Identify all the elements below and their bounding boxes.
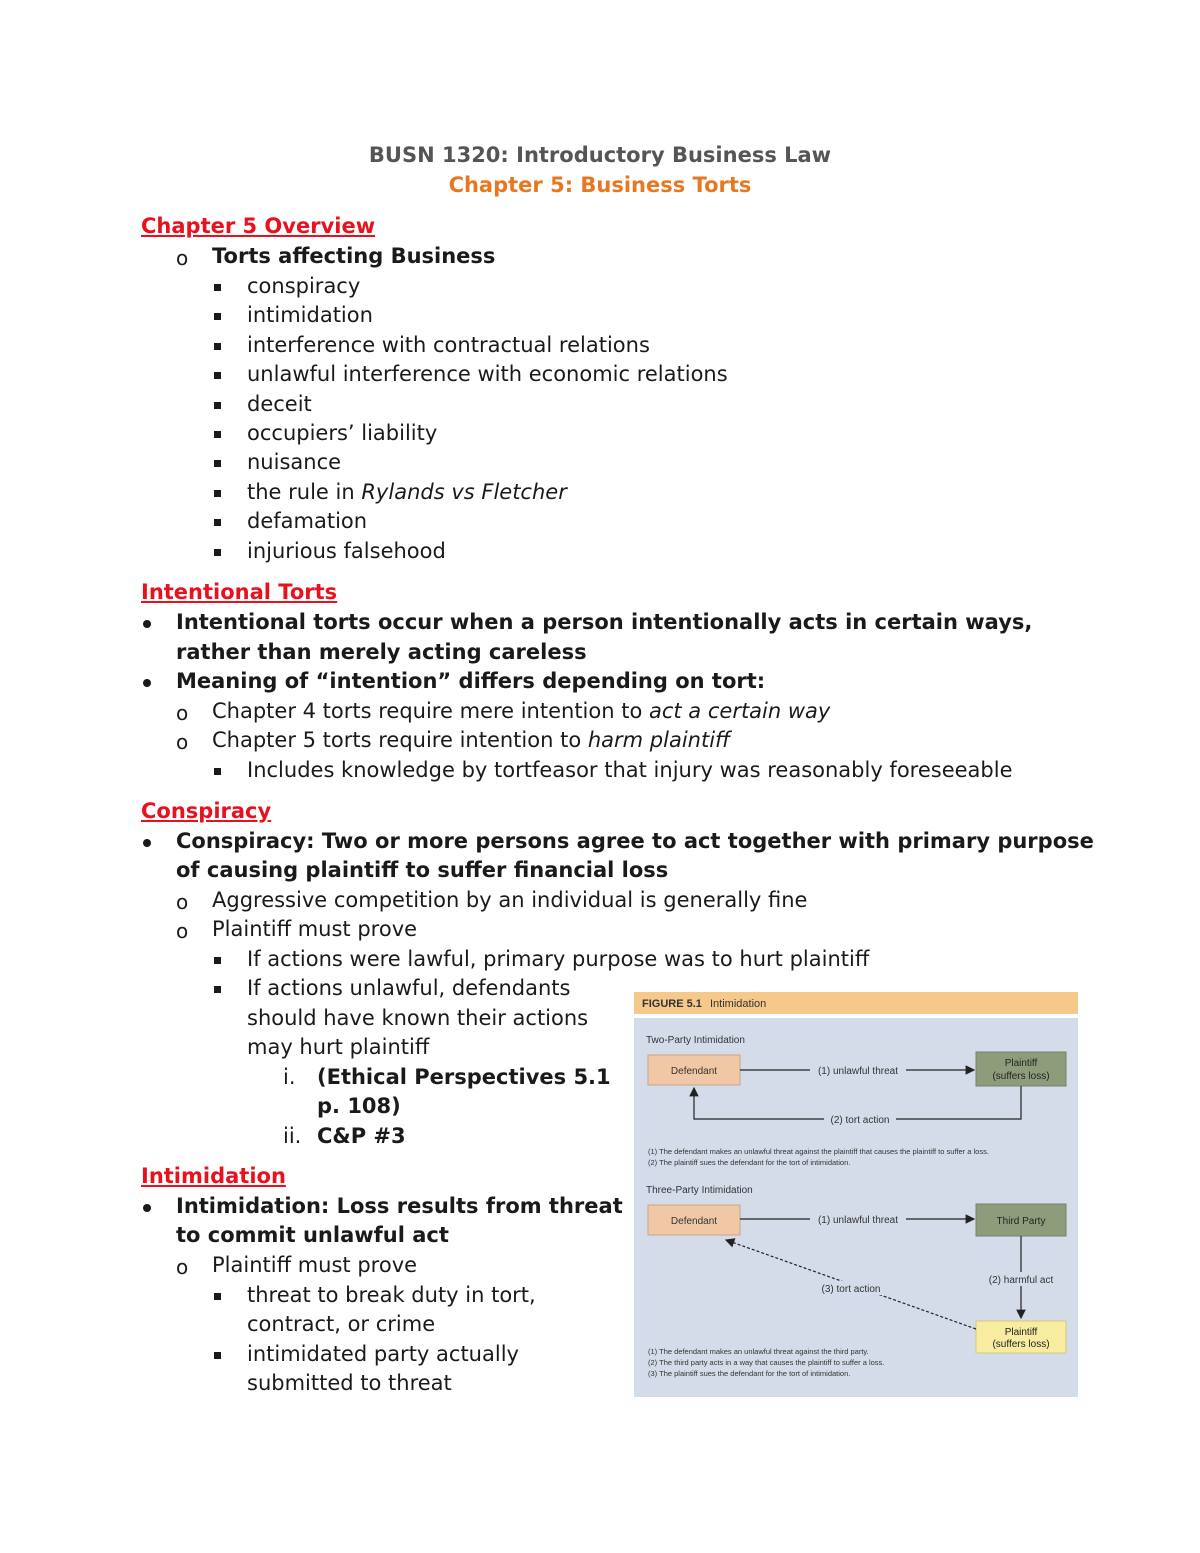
three-party-title: Three-Party Intimidation [646, 1185, 753, 1196]
overview-item: injurious falsehood [247, 539, 446, 563]
figure-label: FIGURE 5.1 [642, 998, 702, 1010]
course-title: BUSN 1320: Introductory Business Law [368, 143, 832, 167]
overview-item: deceit [247, 392, 312, 416]
overview-item: conspiracy [247, 274, 361, 298]
conspiracy-definition: Conspiracy: Two or more persons agree to act together with primary purpose [176, 829, 1094, 853]
intimidation-definition-cont: to commit unlawful act [176, 1223, 449, 1247]
intentional-point-2: Meaning of “intention” differs depending on tort: [176, 669, 766, 693]
square-bullet-icon [214, 519, 221, 526]
two-party-title: Two-Party Intimidation [646, 1035, 745, 1046]
square-bullet-icon [214, 1352, 221, 1359]
conspiracy-heading: Conspiracy [141, 799, 272, 823]
three-party-action-label: (3) tort action [821, 1284, 881, 1295]
overview-item: intimidation [247, 303, 373, 327]
intentional-sub-2: Chapter 5 torts require intention to harm plaintiff [212, 728, 731, 752]
harmful-act-label: (2) harmful act [988, 1275, 1054, 1286]
intimidation-heading: Intimidation [141, 1164, 286, 1188]
overview-item: occupiers’ liability [247, 421, 438, 445]
square-bullet-icon [214, 284, 221, 291]
dot-bullet-icon [143, 839, 151, 847]
three-party-plaintiff-sub: (suffers loss) [992, 1339, 1050, 1350]
overview-item: unlawful interference with economic relations [247, 362, 728, 386]
circle-bullet-icon: o [176, 246, 189, 270]
intimidation-definition: Intimidation: Loss results from threat [176, 1194, 623, 1218]
square-bullet-icon [214, 1293, 221, 1300]
intimidation-proof-1-cont: contract, or crime [247, 1312, 436, 1336]
overview-item: nuisance [247, 450, 342, 474]
two-party-note-1: (1) The defendant makes an unlawful threat against the plaintiff that causes the plaintiff to suffer a loss. [648, 1147, 989, 1156]
ethical-perspectives-ref: (Ethical Perspectives 5.1 [317, 1065, 611, 1089]
conspiracy-proof-1: If actions were lawful, primary purpose was to hurt plaintiff [247, 947, 870, 971]
two-party-action-label: (2) tort action [830, 1115, 890, 1126]
conspiracy-definition-cont: of causing plaintiff to suffer financial loss [176, 858, 669, 882]
three-party-threat-label: (1) unlawful threat [817, 1215, 899, 1226]
overview-item: defamation [247, 509, 368, 533]
square-bullet-icon [214, 460, 221, 467]
square-bullet-icon [214, 986, 221, 993]
circle-bullet-icon: o [176, 919, 189, 943]
square-bullet-icon [214, 372, 221, 379]
two-party-threat-label: (1) unlawful threat [817, 1066, 899, 1077]
dot-bullet-icon [143, 1204, 151, 1212]
chapter-title: Chapter 5: Business Torts [448, 173, 752, 197]
overview-subheading: Torts affecting Business [212, 244, 496, 268]
conspiracy-proof-2-cont: may hurt plaintiff [247, 1035, 430, 1059]
three-party-note-2: (2) The third party acts in a way that causes the plaintiff to suffer a loss. [648, 1358, 885, 1367]
square-bullet-icon [214, 957, 221, 964]
intimidation-sub-1: Plaintiff must prove [212, 1253, 418, 1277]
conspiracy-proof-2: If actions unlawful, defendants [247, 976, 571, 1000]
dot-bullet-icon [143, 620, 151, 628]
third-party-label: Third Party [996, 1216, 1046, 1227]
intentional-heading: Intentional Torts [141, 580, 338, 604]
three-party-plaintiff-label: Plaintiff [1004, 1327, 1038, 1338]
two-party-note-2: (2) The plaintiff sues the defendant for the tort of intimidation. [648, 1158, 851, 1167]
intentional-point-1: Intentional torts occur when a person intentionally acts in certain ways, [176, 610, 1033, 634]
three-party-note-3: (3) The plaintiff sues the defendant for the tort of intimidation. [648, 1369, 851, 1378]
square-bullet-icon [214, 313, 221, 320]
two-party-plaintiff-label: Plaintiff [1004, 1058, 1038, 1069]
two-party-plaintiff-sub: (suffers loss) [992, 1071, 1050, 1082]
intimidation-proof-1: threat to break duty in tort, [247, 1283, 536, 1307]
three-party-note-1: (1) The defendant makes an unlawful threat against the third party. [648, 1347, 869, 1356]
conspiracy-sub-2: Plaintiff must prove [212, 917, 418, 941]
conspiracy-proof-2-cont: should have known their actions [247, 1006, 589, 1030]
square-bullet-icon [214, 490, 221, 497]
figure-intimidation [634, 992, 1078, 1397]
roman-numeral-marker: ii. [283, 1124, 302, 1148]
conspiracy-sub-1: Aggressive competition by an individual is generally fine [212, 888, 808, 912]
intentional-sub-2-detail: Includes knowledge by tortfeasor that injury was reasonably foreseeable [247, 758, 1013, 782]
square-bullet-icon [214, 768, 221, 775]
dot-bullet-icon [143, 679, 151, 687]
square-bullet-icon [214, 343, 221, 350]
cp-ref: C&P #3 [317, 1124, 406, 1148]
intentional-sub-1: Chapter 4 torts require mere intention to act a certain way [212, 699, 831, 723]
intentional-point-1-cont: rather than merely acting careless [176, 640, 587, 664]
circle-bullet-icon: o [176, 701, 189, 725]
overview-item: interference with contractual relations [247, 333, 650, 357]
overview-item-rylands: the rule in Rylands vs Fletcher [247, 480, 567, 504]
square-bullet-icon [214, 431, 221, 438]
circle-bullet-icon: o [176, 1255, 189, 1279]
figure-title: Intimidation [710, 998, 767, 1010]
square-bullet-icon [214, 549, 221, 556]
intimidation-proof-2: intimidated party actually [247, 1342, 519, 1366]
three-party-defendant-label: Defendant [670, 1216, 718, 1227]
ethical-perspectives-page: p. 108) [317, 1094, 401, 1118]
intimidation-proof-2-cont: submitted to threat [247, 1371, 452, 1395]
square-bullet-icon [214, 402, 221, 409]
circle-bullet-icon: o [176, 890, 189, 914]
two-party-defendant-label: Defendant [670, 1066, 718, 1077]
circle-bullet-icon: o [176, 730, 189, 754]
roman-numeral-marker: i. [283, 1065, 296, 1089]
overview-heading: Chapter 5 Overview [141, 214, 376, 238]
